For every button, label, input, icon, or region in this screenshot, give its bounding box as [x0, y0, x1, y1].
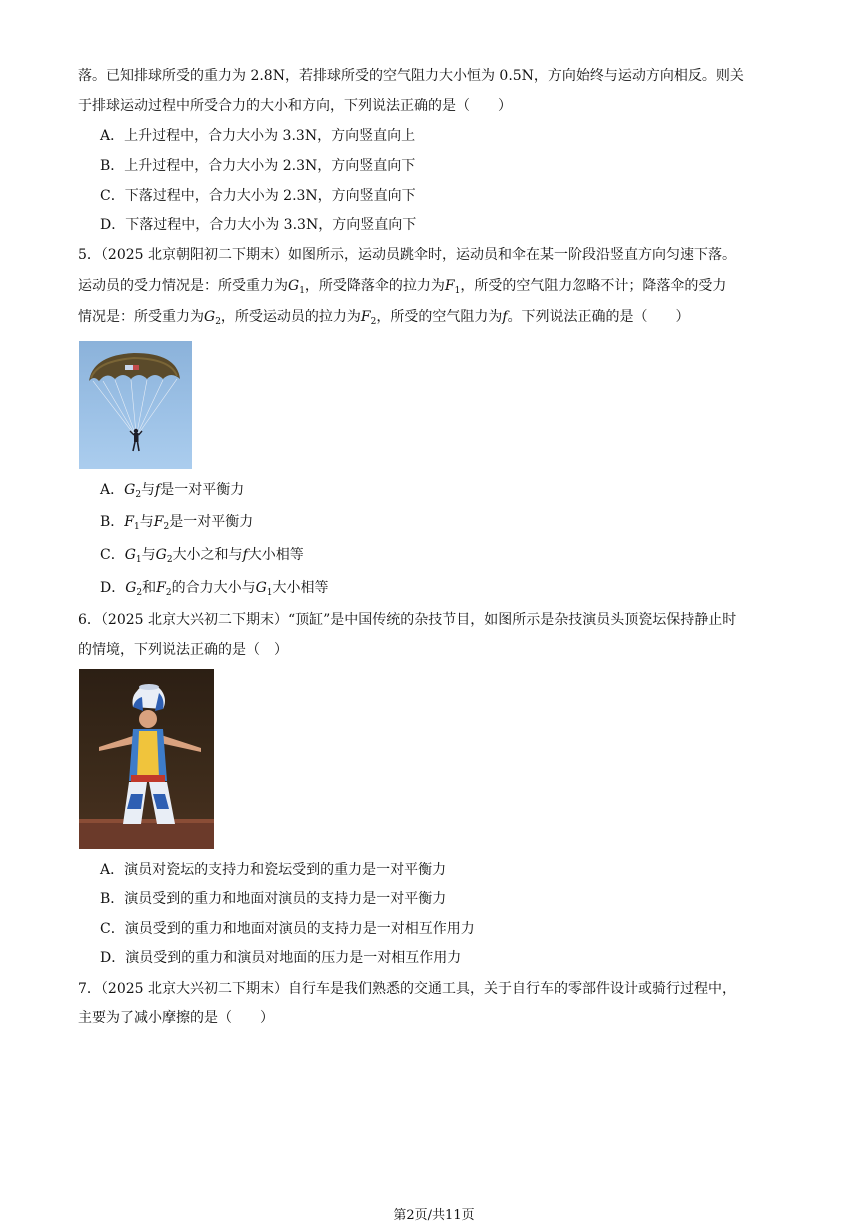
q6-option-d: D．演员受到的重力和演员对地面的压力是一对相互作用力: [100, 950, 462, 966]
q6-stem-line-2: 的情境，下列说法正确的是（ ）: [78, 642, 288, 658]
q4-stem-line-1: 落。已知排球所受的重力为 2.8N，若排球所受的空气阻力大小恒为 0.5N，方向始终与运动方向相反。则关: [78, 68, 744, 84]
q7-stem-line-2: 主要为了减小摩擦的是（ ）: [78, 1010, 274, 1026]
q5-stem-line-2: 运动员的受力情况是：所受重力为$G_1$，所受降落伞的拉力为$F_1$，所受的空气阻力忽略不计；降落伞的受力: [78, 278, 727, 296]
q7-stem-line-1: 7．（2025 北京大兴初二下期末）自行车是我们熟悉的交通工具，关于自行车的零部件设计或骑行过程中，: [78, 981, 736, 997]
q6-option-c: C．演员受到的重力和地面对演员的支持力是一对相互作用力: [100, 921, 475, 937]
acrobat-illustration: [79, 669, 214, 849]
q5-option-b: B．$F_1$与$F_2$是一对平衡力: [100, 514, 254, 532]
q6-option-b: B．演员受到的重力和地面对演员的支持力是一对平衡力: [100, 891, 447, 907]
q4-option-b: B．上升过程中，合力大小为 2.3N，方向竖直向下: [100, 158, 416, 174]
q5-option-a: A．$G_2$与f是一对平衡力: [100, 482, 245, 500]
page-footer: 第2页/共11页: [393, 1208, 475, 1223]
q5-option-c: C．$G_1$与$G_2$大小之和与f大小相等: [100, 547, 304, 565]
q6-stem-line-1: 6．（2025 北京大兴初二下期末）“顶缸”是中国传统的杂技节目，如图所示是杂技演员头顶瓷坛保持静止时: [78, 612, 737, 628]
parachute-illustration: [79, 341, 192, 469]
q6-option-a: A．演员对瓷坛的支持力和瓷坛受到的重力是一对平衡力: [100, 862, 447, 878]
q4-option-d: D．下落过程中，合力大小为 3.3N，方向竖直向下: [100, 217, 417, 233]
symbol-f-capital: F: [444, 278, 455, 294]
acrobat-photo: [79, 669, 214, 849]
q4-stem-line-2: 于排球运动过程中所受合力的大小和方向，下列说法正确的是（ ）: [78, 98, 512, 114]
parachute-photo: [79, 341, 192, 469]
symbol-g: G: [288, 278, 300, 294]
q5-option-d: D．$G_2$和$F_2$的合力大小与$G_1$大小相等: [100, 580, 329, 598]
q5-stem-line-1: 5．（2025 北京朝阳初二下期末）如图所示，运动员跳伞时，运动员和伞在某一阶段沿竖直方向匀速下落。: [78, 247, 736, 263]
q4-option-a: A．上升过程中，合力大小为 3.3N，方向竖直向上: [100, 128, 416, 144]
q4-option-c: C．下落过程中，合力大小为 2.3N，方向竖直向下: [100, 188, 416, 204]
q5-stem-line-3: 情况是：所受重力为$G_2$，所受运动员的拉力为$F_2$，所受的空气阻力为f。下列说法正确的是（ ）: [78, 309, 690, 327]
